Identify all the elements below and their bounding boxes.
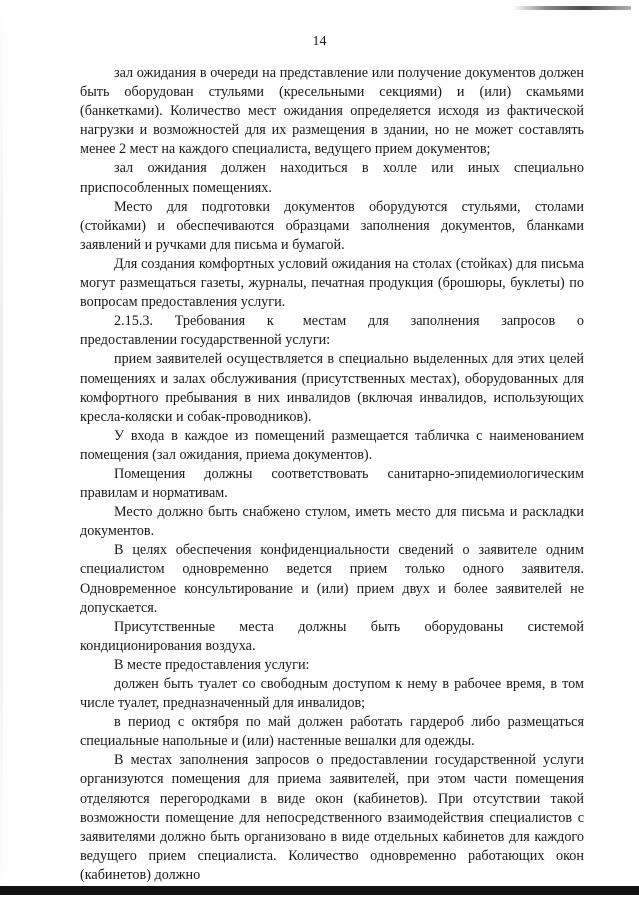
- paragraph-waiting-hall-equipment: зал ожидания в очереди на представление или получение документов должен быть оборудован стульями (кресельными секциями) и (или) скамьями (банкетками). Количество мест ожидания определяется исходя из фактической нагрузки и возможностей для их размещения в здании, но не может составлять менее 2 мест на каждого специалиста, ведущего прием документов;: [80, 65, 584, 158]
- paragraph-entrance-sign: У входа в каждое из помещений размещается табличка с наименованием помещения (зал ожидания, приема документов).: [80, 427, 584, 463]
- paragraph-place-with-chair: Место должно быть снабжено стулом, иметь место для письма и раскладки документов.: [80, 504, 584, 540]
- paragraph-request-filling-rooms: В местах заполнения запросов о предоставлении государственной услуги организуются помещения для приема заявителей, при этом части помещения отделяются перегородками в виде окон (кабинетов). При отсутствии такой возможности помещение для непосредственного взаимодействия специалистов с заявителями должно быть организовано в виде отдельных кабинетов для каждого ведущего прием специалиста. Количество одновременно работающих окон (кабинетов) должно: [80, 752, 584, 883]
- paragraph-service-place-heading: В месте предоставления услуги:: [114, 656, 310, 673]
- scan-artifact-mark: [513, 6, 631, 10]
- paragraph-waiting-hall-location: зал ожидания должен находиться в холле или иных специально приспособленных помещениях.: [80, 160, 584, 196]
- paragraph-reception-of-applicants: прием заявителей осуществляется в специально выделенных для этих целей помещениях и залах обслуживания (присутственных местах), оборудованных для комфортного пребывания в них инвалидов (включая инвалидов, использующих кресла-коляски и собак-проводников).: [80, 351, 584, 425]
- paragraph-sanitary-rules: Помещения должны соответствовать санитарно-эпидемиологическим правилам и нормативам.: [80, 465, 584, 502]
- scan-left-edge: [0, 0, 3, 905]
- paragraph-air-conditioning: Присутственные места должны быть оборудованы системой кондиционирования воздуха.: [80, 618, 584, 654]
- body-text: [80, 64, 588, 885]
- paragraph-section-2-15-3: 2.15.3. Требования к местам для заполнения запросов о предоставлении государственной услуги:: [80, 313, 588, 349]
- paragraph-wardrobe: в период с октября по май должен работать гардероб либо размещаться специальные напольные и (или) настенные вешалки для одежды.: [80, 714, 584, 750]
- paragraph-toilet: должен быть туалет со свободным доступом к нему в рабочее время, в том числе туалет, предназначенный для инвалидов;: [80, 676, 584, 712]
- scan-bottom-bar: [0, 886, 639, 895]
- page-number: 14: [312, 34, 327, 49]
- paragraph-document-preparation-place: Место для подготовки документов оборудуются стульями, столами (стойками) и обеспечиваются образцами заполнения документов, бланками заявлений и ручками для письма и бумагой.: [80, 198, 584, 253]
- paragraph-confidentiality: В целях обеспечения конфиденциальности сведений о заявителе одним специалистом одновременно ведется прием только одного заявителя. Одновременное консультирование и (или) прием двух и более заявителей не допускается.: [80, 542, 584, 616]
- paragraph-comfortable-conditions: Для создания комфортных условий ожидания на столах (стойках) для письма могут размещаться газеты, журналы, печатная продукция (брошюры, буклеты) по вопросам предоставления услуги.: [80, 255, 584, 311]
